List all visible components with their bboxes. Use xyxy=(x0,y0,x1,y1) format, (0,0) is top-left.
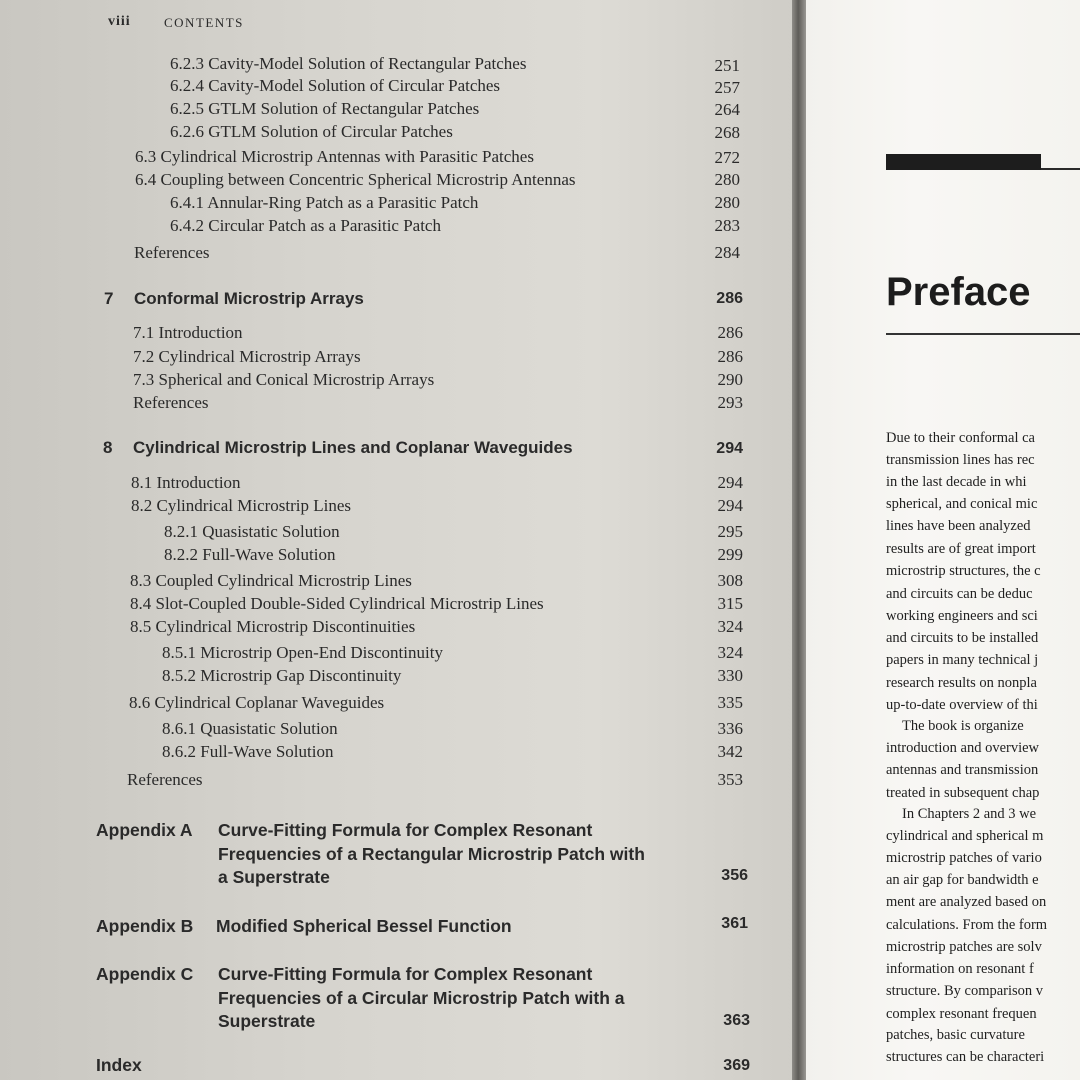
appendix-page: 363 xyxy=(723,1012,750,1029)
toc-page: 324 xyxy=(717,617,743,636)
toc-entry[interactable]: 8.2.1 Quasistatic Solution xyxy=(164,522,340,541)
preface-line: treated in subsequent chap xyxy=(886,785,1040,801)
preface-line: complex resonant frequen xyxy=(886,1006,1037,1022)
toc-page: 280 xyxy=(714,193,740,212)
toc-entry[interactable]: 6.4.1 Annular-Ring Patch as a Parasitic Patch xyxy=(170,193,479,212)
appendix-page: 356 xyxy=(721,867,748,884)
preface-line: in the last decade in whi xyxy=(886,474,1027,490)
preface-line: ment are analyzed based on xyxy=(886,894,1047,910)
toc-page: 283 xyxy=(714,216,740,235)
preface-line: antennas and transmission xyxy=(886,762,1039,778)
toc-entry[interactable]: 8.6.1 Quasistatic Solution xyxy=(162,719,338,738)
toc-entry[interactable]: 7.1 Introduction xyxy=(133,323,243,342)
page-number: viii xyxy=(108,14,131,29)
preface-line: information on resonant f xyxy=(886,961,1034,977)
toc-entry[interactable]: 8.4 Slot-Coupled Double-Sided Cylindrical Microstrip Lines xyxy=(130,594,544,613)
preface-line: up-to-date overview of thi xyxy=(886,697,1038,713)
preface-line: cylindrical and spherical m xyxy=(886,828,1044,844)
preface-line: and circuits can be deduc xyxy=(886,586,1033,602)
appendix-title-line[interactable]: Curve-Fitting Formula for Complex Resonant xyxy=(218,820,593,840)
preface-line: structure. By comparison v xyxy=(886,983,1044,999)
toc-page: 336 xyxy=(717,719,743,738)
chapter-page: 286 xyxy=(716,290,743,307)
toc-page: 272 xyxy=(714,148,740,167)
chapter-page: 294 xyxy=(716,440,743,457)
toc-page: 284 xyxy=(714,243,740,262)
title-rule xyxy=(886,333,1080,335)
toc-page: 342 xyxy=(717,742,743,761)
decorative-line xyxy=(1041,168,1080,170)
index-label[interactable]: Index xyxy=(96,1055,142,1075)
preface-line: introduction and overview xyxy=(886,740,1040,756)
preface-line: working engineers and sci xyxy=(886,608,1038,624)
toc-entry[interactable]: References xyxy=(127,770,203,789)
preface-line: research results on nonpla xyxy=(886,675,1037,691)
preface-line: patches, basic curvature xyxy=(886,1027,1025,1043)
preface-line: calculations. From the form xyxy=(886,917,1048,933)
preface-line: spherical, and conical mic xyxy=(886,496,1038,512)
appendix-title-line[interactable]: Frequencies of a Rectangular Microstrip Patch with xyxy=(218,844,645,864)
appendix-label: Appendix B xyxy=(96,916,194,936)
toc-entry[interactable]: References xyxy=(134,243,210,262)
toc-entry[interactable]: 8.2 Cylindrical Microstrip Lines xyxy=(131,496,352,515)
book-gutter xyxy=(792,0,806,1080)
preface-line: papers in many technical j xyxy=(886,652,1039,668)
toc-page: 286 xyxy=(717,323,743,342)
toc-entry[interactable]: References xyxy=(133,393,209,412)
toc-page: 251 xyxy=(714,56,740,75)
toc-entry[interactable]: 8.6 Cylindrical Coplanar Waveguides xyxy=(129,693,385,712)
toc-entry[interactable]: 6.2.4 Cavity-Model Solution of Circular Patches xyxy=(170,76,501,95)
toc-page: 294 xyxy=(717,496,743,515)
appendix-title-line[interactable]: Modified Spherical Bessel Function xyxy=(216,916,512,936)
toc-entry[interactable]: 7.2 Cylindrical Microstrip Arrays xyxy=(133,347,361,366)
toc-page: 335 xyxy=(717,693,743,712)
preface-line: results are of great import xyxy=(886,541,1036,557)
preface-line: transmission lines has rec xyxy=(886,452,1035,468)
toc-entry[interactable]: 6.2.5 GTLM Solution of Rectangular Patches xyxy=(170,99,480,118)
preface-line: lines have been analyzed xyxy=(886,518,1031,534)
toc-page: 264 xyxy=(714,100,740,119)
toc-page: 290 xyxy=(717,370,743,389)
chapter-number: 8 xyxy=(103,438,113,457)
toc-entry[interactable]: 8.6.2 Full-Wave Solution xyxy=(162,742,334,761)
toc-page: 330 xyxy=(717,666,743,685)
appendix-title-line[interactable]: Frequencies of a Circular Microstrip Patch with a xyxy=(218,988,625,1008)
chapter-number: 7 xyxy=(104,289,114,308)
appendix-title-line[interactable]: Superstrate xyxy=(218,1011,316,1031)
toc-page: 324 xyxy=(717,643,743,662)
preface-line: structures can be characteri xyxy=(886,1049,1045,1065)
toc-page: 294 xyxy=(717,473,743,492)
preface-line: In Chapters 2 and 3 we xyxy=(902,806,1037,822)
appendix-label: Appendix A xyxy=(96,820,193,840)
toc-page: 315 xyxy=(717,594,743,613)
toc-entry[interactable]: 8.5.1 Microstrip Open-End Discontinuity xyxy=(162,643,443,662)
chapter-title[interactable]: Cylindrical Microstrip Lines and Coplanar Waveguides xyxy=(133,438,573,457)
appendix-title-line[interactable]: a Superstrate xyxy=(218,867,330,887)
preface-line: and circuits to be installed xyxy=(886,630,1039,646)
toc-page: 280 xyxy=(714,170,740,189)
toc-entry[interactable]: 6.3 Cylindrical Microstrip Antennas with Parasitic Patches xyxy=(135,147,534,166)
toc-entry[interactable]: 6.4 Coupling between Concentric Spherical Microstrip Antennas xyxy=(135,170,576,189)
preface-line: The book is organize xyxy=(902,718,1024,734)
toc-page: 268 xyxy=(714,123,740,142)
preface-line: Due to their conformal ca xyxy=(886,430,1035,446)
toc-page: 295 xyxy=(717,522,743,541)
index-page: 369 xyxy=(723,1057,750,1074)
preface-line: microstrip patches are solv xyxy=(886,939,1042,955)
preface-line: an air gap for bandwidth e xyxy=(886,872,1039,888)
toc-entry[interactable]: 8.5 Cylindrical Microstrip Discontinuities xyxy=(130,617,416,636)
toc-entry[interactable]: 6.2.3 Cavity-Model Solution of Rectangular Patches xyxy=(170,54,527,73)
appendix-title-line[interactable]: Curve-Fitting Formula for Complex Resonant xyxy=(218,964,593,984)
toc-entry[interactable]: 8.2.2 Full-Wave Solution xyxy=(164,545,336,564)
preface-line: microstrip structures, the c xyxy=(886,563,1041,579)
toc-page: 293 xyxy=(717,393,743,412)
toc-entry[interactable]: 6.4.2 Circular Patch as a Parasitic Patch xyxy=(170,216,441,235)
chapter-title[interactable]: Conformal Microstrip Arrays xyxy=(134,289,364,308)
appendix-page: 361 xyxy=(721,915,748,932)
preface-page xyxy=(806,0,1080,1080)
toc-page: 257 xyxy=(714,78,740,97)
toc-entry[interactable]: 8.1 Introduction xyxy=(131,473,241,492)
toc-page: 353 xyxy=(717,770,743,789)
toc-entry[interactable]: 8.5.2 Microstrip Gap Discontinuity xyxy=(162,666,402,685)
running-title: CONTENTS xyxy=(164,15,244,30)
toc-entry[interactable]: 6.2.6 GTLM Solution of Circular Patches xyxy=(170,122,453,141)
toc-entry[interactable]: 7.3 Spherical and Conical Microstrip Arrays xyxy=(133,370,435,389)
preface-line: microstrip patches of vario xyxy=(886,850,1042,866)
toc-page: 286 xyxy=(717,347,743,366)
decorative-bar xyxy=(886,154,1041,170)
appendix-label: Appendix C xyxy=(96,964,194,984)
preface-title: Preface xyxy=(886,270,1031,314)
toc-entry[interactable]: 8.3 Coupled Cylindrical Microstrip Lines xyxy=(130,571,412,590)
toc-page: 308 xyxy=(717,571,743,590)
toc-page: 299 xyxy=(717,545,743,564)
